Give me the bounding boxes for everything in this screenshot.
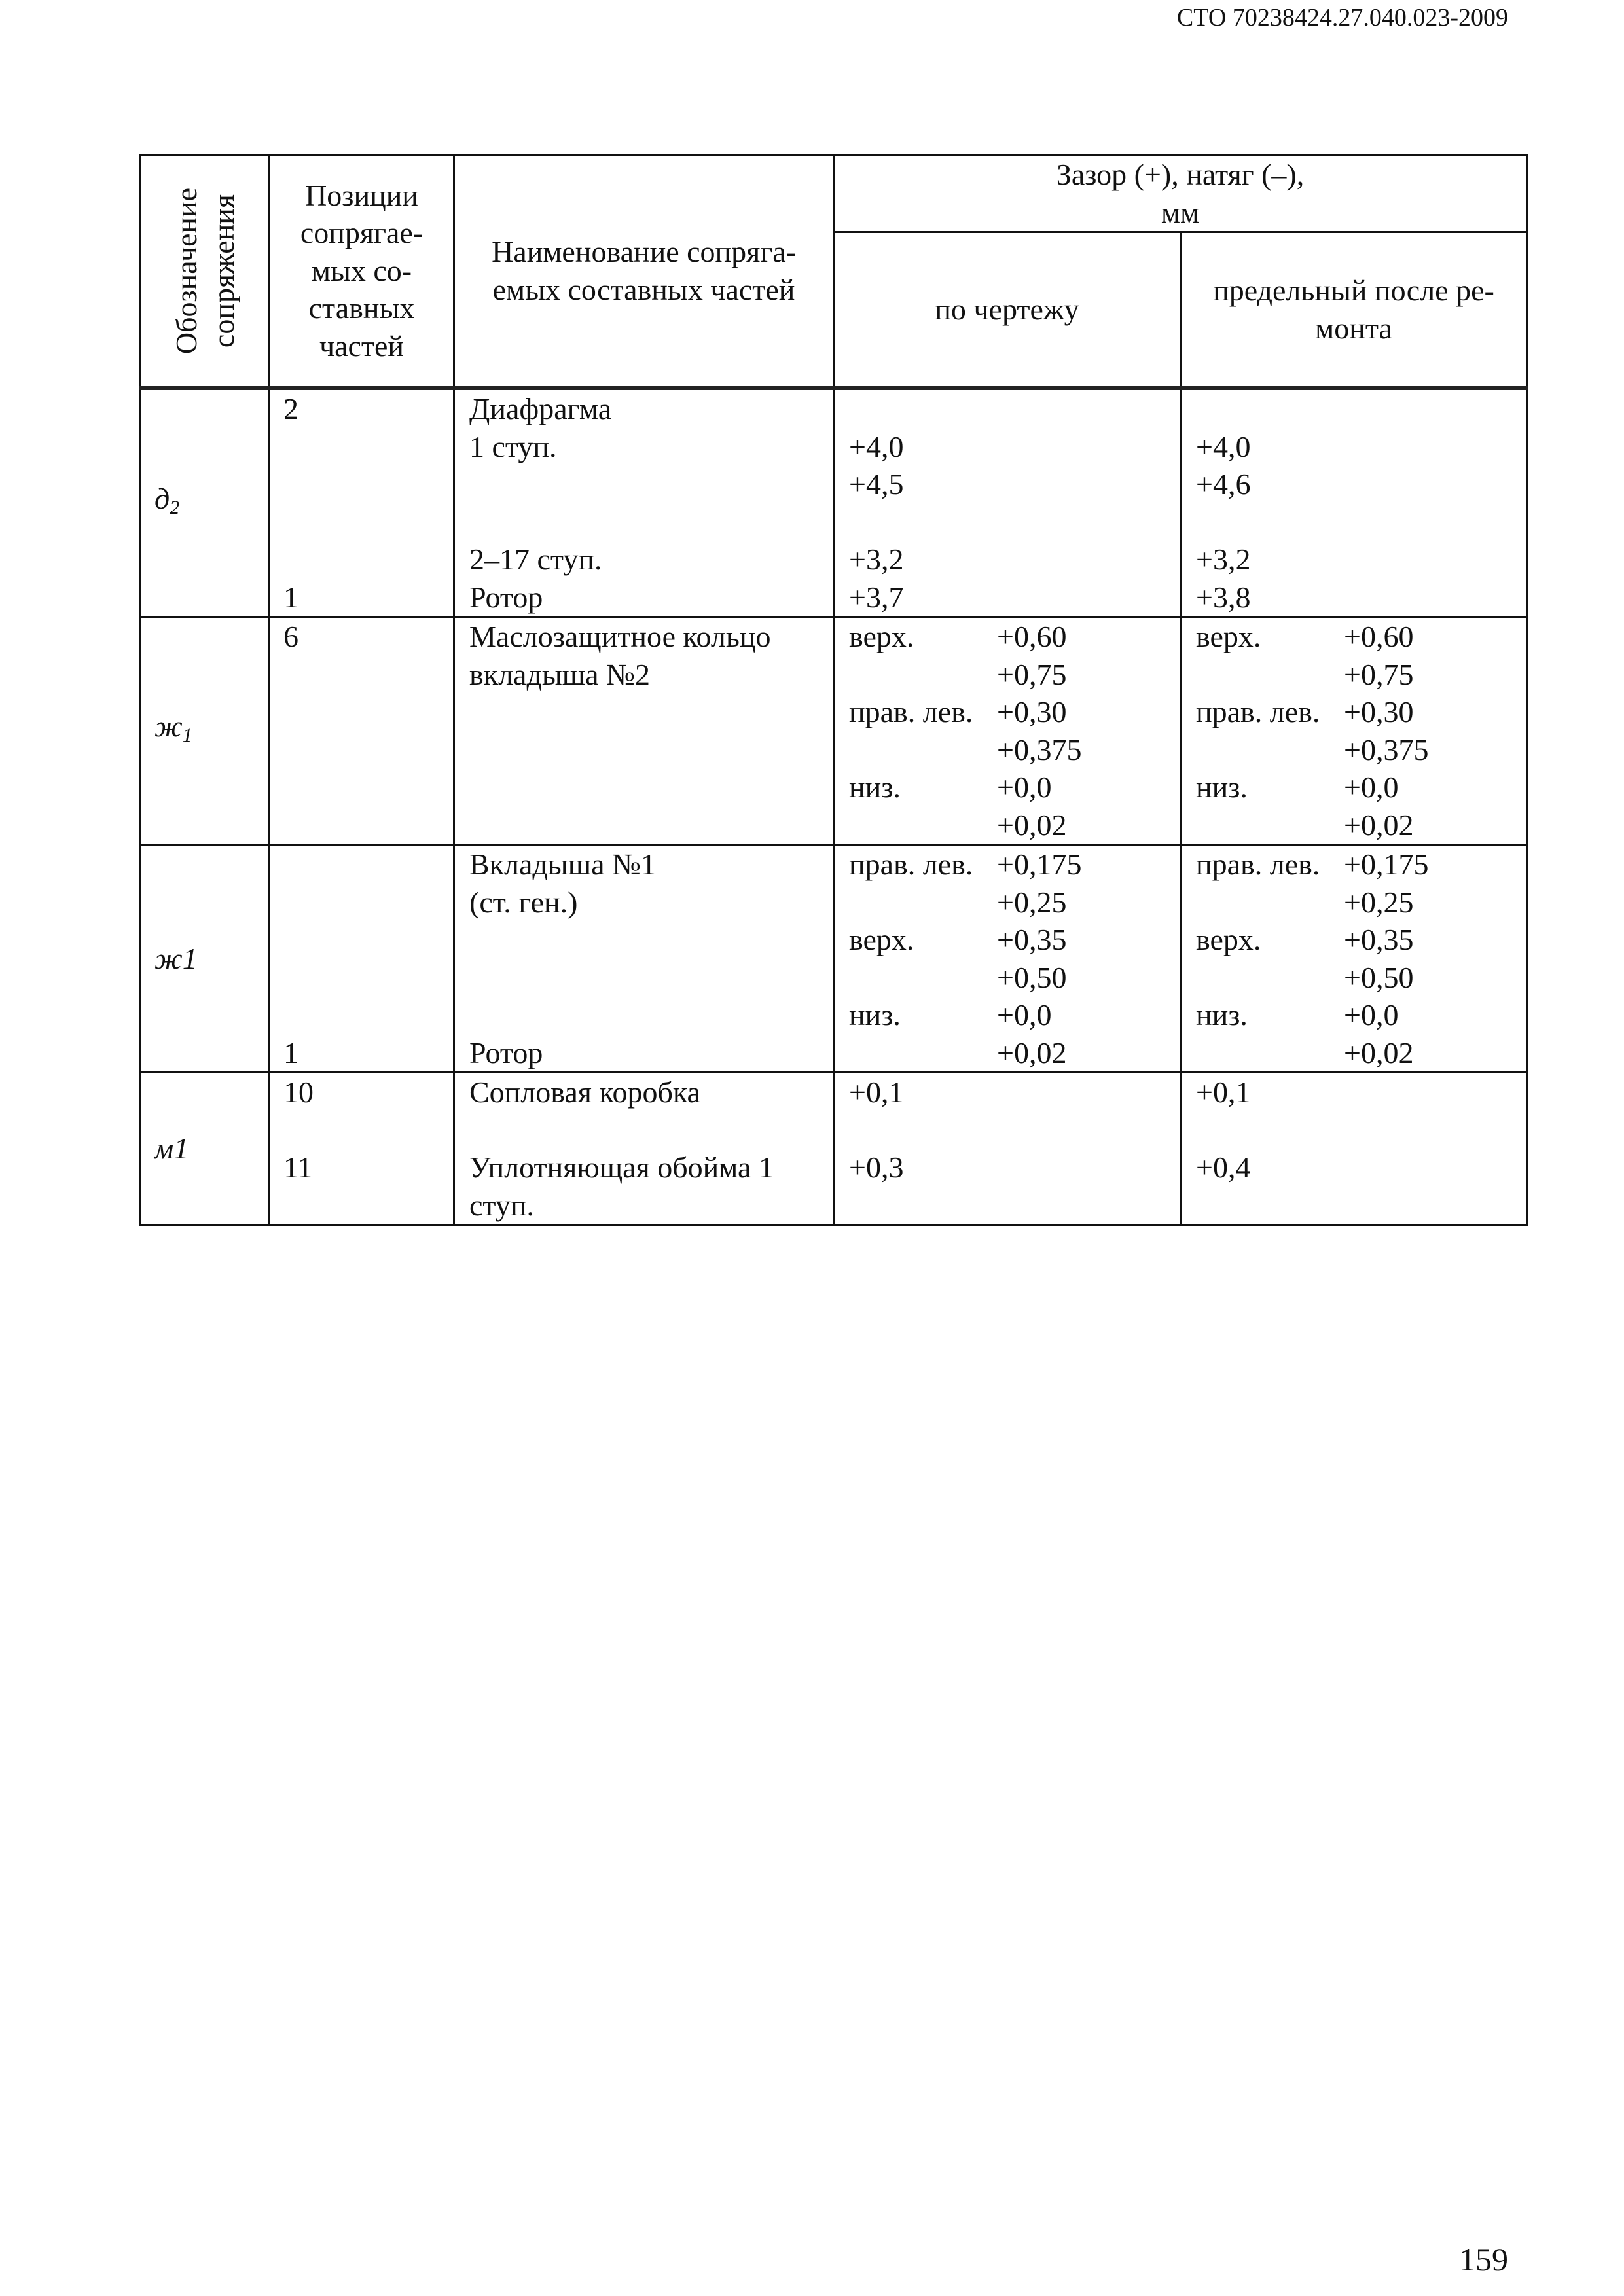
name-line: (ст. ген.) — [469, 885, 578, 919]
value-line — [1196, 731, 1526, 769]
value-number: +0,25 — [997, 885, 1067, 919]
value-number: +0,02 — [997, 808, 1067, 842]
position-line — [283, 693, 453, 731]
header-line: сопрягае- — [300, 216, 424, 250]
limit-cell — [1181, 845, 1527, 1073]
value-line — [1196, 428, 1526, 466]
designation-cell — [141, 617, 270, 845]
positions-cell — [270, 845, 454, 1073]
value-label: +3,7 — [849, 580, 904, 614]
value-line — [1196, 959, 1526, 997]
value-line — [849, 1073, 1180, 1111]
value-line — [849, 806, 1180, 844]
value-line — [1196, 1187, 1526, 1225]
position-line — [283, 996, 453, 1034]
value-line — [849, 996, 1180, 1034]
value-number: +0,02 — [1344, 1035, 1414, 1069]
name-line — [469, 1111, 833, 1149]
value-label: верх. — [1196, 620, 1261, 653]
value-line — [1196, 390, 1526, 428]
value-number: +0,35 — [1344, 923, 1414, 956]
designation-subscript: 1 — [182, 724, 192, 746]
names-cell — [454, 388, 834, 617]
value-line — [849, 846, 1180, 884]
value-line — [849, 1149, 1180, 1187]
value-line — [1196, 656, 1526, 694]
value-label: прав. лев. — [1196, 695, 1320, 728]
value-line — [1196, 768, 1526, 806]
value-number: +0,30 — [1344, 695, 1414, 728]
value-number: +0,35 — [997, 923, 1067, 956]
value-label: +4,0 — [849, 429, 904, 463]
page-number: 159 — [1459, 2241, 1508, 2278]
value-label: +4,6 — [1196, 467, 1251, 501]
value-line — [849, 390, 1180, 428]
positions-cell — [270, 388, 454, 617]
designation-header — [141, 155, 270, 388]
value-line — [1196, 541, 1526, 579]
value-line — [1196, 579, 1526, 617]
value-line — [849, 1187, 1180, 1225]
per-drawing-cell — [834, 845, 1181, 1073]
name-line: 1 ступ. — [469, 429, 557, 463]
name-line — [469, 503, 833, 541]
value-line — [1196, 846, 1526, 884]
designation-text: м1 — [154, 1132, 189, 1166]
value-label: прав. лев. — [1196, 848, 1320, 881]
name-line — [469, 768, 833, 806]
value-number: +0,0 — [997, 998, 1052, 1031]
per-drawing-cell — [834, 617, 1181, 845]
name-line — [469, 731, 833, 769]
position-line — [283, 884, 453, 922]
value-label: +4,0 — [1196, 429, 1251, 463]
per-drawing-header: по чертежу — [834, 232, 1181, 388]
limit-cell — [1181, 1073, 1527, 1225]
value-number: +0,25 — [1344, 885, 1414, 919]
header-line: монта — [1315, 311, 1392, 345]
name-line: Ротор — [469, 580, 543, 614]
value-number: +0,175 — [1344, 848, 1429, 881]
designation-cell — [141, 388, 270, 617]
value-line — [849, 541, 1180, 579]
value-line — [1196, 806, 1526, 844]
value-label: +4,5 — [849, 467, 904, 501]
value-line — [849, 618, 1180, 656]
position-line — [283, 959, 453, 997]
value-line — [849, 465, 1180, 503]
name-line: 2–17 ступ. — [469, 543, 602, 576]
name-line: ступ. — [469, 1188, 535, 1222]
value-number: +0,02 — [997, 1035, 1067, 1069]
value-number: +0,175 — [997, 848, 1082, 881]
designation-header-text: Обозначение сопряжения — [170, 187, 240, 354]
position-line: 1 — [283, 580, 298, 614]
per-drawing-cell — [834, 1073, 1181, 1225]
name-line — [469, 465, 833, 503]
header-line: емых составных частей — [492, 272, 795, 306]
position-line — [283, 428, 453, 466]
name-line: Диафрагма — [469, 392, 612, 425]
name-line — [469, 996, 833, 1034]
header-line: мых со- — [311, 253, 412, 287]
value-line — [849, 1111, 1180, 1149]
value-label: низ. — [849, 770, 901, 804]
position-line: 1 — [283, 1035, 298, 1069]
position-line — [283, 1187, 453, 1225]
value-label: +3,2 — [849, 543, 904, 576]
value-line — [849, 579, 1180, 617]
document-code: СТО 70238424.27.040.023-2009 — [1176, 4, 1508, 31]
positions-header — [270, 155, 454, 388]
value-line — [1196, 996, 1526, 1034]
value-line — [849, 731, 1180, 769]
fits-table — [139, 154, 1528, 1226]
value-line — [849, 959, 1180, 997]
names-cell — [454, 617, 834, 845]
value-line — [849, 428, 1180, 466]
table-row — [141, 1073, 1527, 1225]
position-line — [283, 846, 453, 884]
value-number: +0,0 — [1344, 998, 1399, 1031]
value-number: +0,375 — [997, 732, 1082, 766]
value-label: прав. лев. — [849, 848, 973, 881]
value-number: +0,0 — [1344, 770, 1399, 804]
value-line — [849, 656, 1180, 694]
limit-header — [1181, 232, 1527, 388]
value-number: +0,60 — [1344, 620, 1414, 653]
position-line — [283, 806, 453, 844]
value-line — [849, 921, 1180, 959]
name-line — [469, 693, 833, 731]
header-line: ставных — [308, 291, 415, 325]
name-line — [469, 959, 833, 997]
value-line — [1196, 921, 1526, 959]
value-label: +0,1 — [1196, 1075, 1251, 1109]
name-line — [469, 921, 833, 959]
value-line — [1196, 884, 1526, 922]
value-label: верх. — [1196, 923, 1261, 956]
designation-text: ж — [154, 709, 183, 743]
value-line — [1196, 503, 1526, 541]
value-label: верх. — [849, 620, 914, 653]
name-line: Вкладыша №1 — [469, 848, 656, 881]
value-label: верх. — [849, 923, 914, 956]
name-line — [469, 806, 833, 844]
header-line: Позиции — [305, 178, 418, 212]
designation-cell — [141, 845, 270, 1073]
position-line — [283, 1111, 453, 1149]
name-line: Ротор — [469, 1035, 543, 1069]
designation-subscript: 2 — [170, 496, 180, 518]
value-label: +0,1 — [849, 1075, 904, 1109]
value-line — [849, 1034, 1180, 1072]
position-line: 10 — [283, 1075, 314, 1109]
value-line — [1196, 1034, 1526, 1072]
header-line: Наименование сопряга- — [492, 235, 796, 268]
position-line — [283, 921, 453, 959]
value-label: +3,2 — [1196, 543, 1251, 576]
value-label: +3,8 — [1196, 580, 1251, 614]
value-label: +0,3 — [849, 1151, 904, 1184]
value-line — [1196, 1111, 1526, 1149]
designation-cell — [141, 1073, 270, 1225]
value-number: +0,75 — [997, 657, 1067, 691]
value-label: низ. — [1196, 770, 1248, 804]
value-number: +0,50 — [1344, 960, 1414, 994]
header-line: предельный после ре- — [1213, 274, 1494, 307]
position-line: 2 — [283, 392, 298, 425]
value-line — [1196, 618, 1526, 656]
header-line: частей — [319, 329, 405, 363]
value-number: +0,60 — [997, 620, 1067, 653]
names-cell — [454, 1073, 834, 1225]
value-number: +0,02 — [1344, 808, 1414, 842]
names-cell — [454, 845, 834, 1073]
value-line — [849, 768, 1180, 806]
value-line — [1196, 1149, 1526, 1187]
name-line: Уплотняющая обойма 1 — [469, 1151, 774, 1184]
position-line — [283, 465, 453, 503]
per-drawing-cell — [834, 388, 1181, 617]
position-line — [283, 768, 453, 806]
value-number: +0,75 — [1344, 657, 1414, 691]
value-line — [1196, 1073, 1526, 1111]
value-label: +0,4 — [1196, 1151, 1251, 1184]
position-line: 6 — [283, 620, 298, 653]
table-row — [141, 845, 1527, 1073]
position-line — [283, 503, 453, 541]
name-line: вкладыша №2 — [469, 657, 650, 691]
value-number: +0,375 — [1344, 732, 1429, 766]
position-line — [283, 541, 453, 579]
value-line — [1196, 465, 1526, 503]
value-line — [849, 884, 1180, 922]
positions-cell — [270, 1073, 454, 1225]
limit-cell — [1181, 388, 1527, 617]
value-number: +0,30 — [997, 695, 1067, 728]
names-header — [454, 155, 834, 388]
gap-group-header — [834, 155, 1527, 232]
header-line: Зазор (+), натяг (–), — [1056, 158, 1305, 191]
name-line: Сопловая коробка — [469, 1075, 700, 1109]
value-number: +0,50 — [997, 960, 1067, 994]
table-row — [141, 617, 1527, 845]
header-line: мм — [1161, 195, 1200, 229]
positions-cell — [270, 617, 454, 845]
value-number: +0,0 — [997, 770, 1052, 804]
name-line: Маслозащитное кольцо — [469, 620, 771, 653]
value-label: низ. — [1196, 998, 1248, 1031]
position-line — [283, 656, 453, 694]
table-row — [141, 388, 1527, 617]
position-line — [283, 731, 453, 769]
value-label: прав. лев. — [849, 695, 973, 728]
position-line: 11 — [283, 1151, 313, 1184]
value-label: низ. — [849, 998, 901, 1031]
value-line — [849, 503, 1180, 541]
designation-text: д — [154, 481, 170, 515]
value-line — [849, 693, 1180, 731]
limit-cell — [1181, 617, 1527, 845]
designation-text: ж1 — [154, 941, 198, 975]
value-line — [1196, 693, 1526, 731]
